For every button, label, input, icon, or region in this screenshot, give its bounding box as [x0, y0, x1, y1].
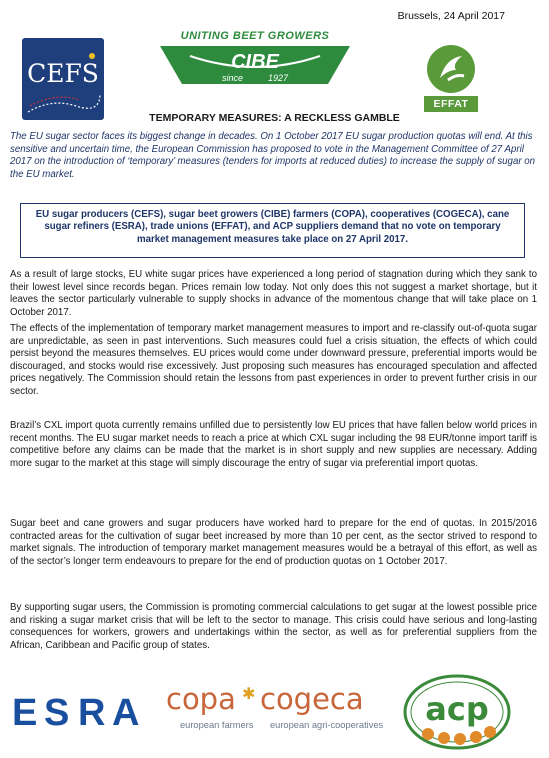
paragraph-cxl-quota: Brazil’s CXL import quota currently remains unfilled due to persistently low EU prices that have fallen below world prices in recent months. The EU sugar market needs to reach a price at which CXL sugar including the 98 EUR/tonne import tariff is competitive before any claims can be made that the market is in short supply and new supplies are necessary. Adding more sugar to the market at this stage will simply discourage the entry of sugar via preferential import quotas.	[10, 420, 537, 469]
cefs-logo-text: CEFS	[27, 59, 99, 88]
cibe-since: since	[222, 73, 244, 83]
star-icon: ✱	[242, 686, 256, 703]
paragraph-prices: As a result of large stocks, EU white sugar prices have experienced a long period of stagnation during which they sank to their lowest level since records began. Prices remain low today. Not only does this not suggest a market shortage, but it leaves the sector particularly vulnerable to supply shocks in advance of the momentous change that will take place on 1 October 2017.	[10, 269, 537, 318]
paragraph-growers: Sugar beet and cane growers and sugar producers have worked hard to prepare for the end of quotas. In 2015/2016 contracted areas for the cultivation of sugar beet increased by more than 10 per cent, as the sector strived to respond to market signals. The introduction of temporary market management measures would be a betrayal of this effort, as well as of the sector’s longer term endeavours to prepare for the end of production quotas on 1 October 2017.	[10, 518, 537, 567]
esra-logo	[12, 693, 150, 733]
demand-callout-box	[20, 203, 525, 258]
copa-cogeca-logo	[166, 682, 386, 742]
cogeca-subtitle: european agri-cooperatives	[270, 720, 384, 730]
cibe-logo-text: CIBE	[231, 51, 279, 73]
cibe-tagline: UNITING BEET GROWERS	[180, 30, 330, 42]
esra-letter: E	[12, 692, 38, 734]
esra-letter: A	[112, 692, 140, 734]
esra-letter: S	[44, 692, 70, 734]
esra-letter: R	[78, 692, 106, 734]
paragraph-effects: The effects of the implementation of temporary market management measures to import and re-classify out-of-quota sugar are unpredictable, as seen in past interventions. Such measures could fuel a crisis situation, the effects of which could persist beyond the measures themselves. EU prices would come under downward pressure, preferential imports would be discouraged, and stocks would rise excessively. Just proposing such measures has encouraged speculation and affected prices negatively. The Commission should retain the lessons from past experiences in order to prevent further crisis in our sector.	[10, 323, 537, 397]
dateline: Brussels, 24 April 2017	[397, 10, 505, 22]
copa-word: copa	[166, 682, 236, 716]
effat-logo	[426, 44, 476, 114]
acp-logo-text: acp	[425, 690, 489, 728]
intro-paragraph: The EU sugar sector faces its biggest change in decades. On 1 October 2017 EU sugar production quotas will end. At this sensitive and uncertain time, the European Commission has proposed to vote in the Management Committee of 27 April 2017 on the introduction of ‘temporary’ measures (tenders for imports at reduced duties) to increase the supply of sugar on the EU market.	[10, 131, 536, 180]
cogeca-word: cogeca	[260, 682, 364, 716]
paragraph-sugar-users: By supporting sugar users, the Commission is promoting commercial calculations to get sugar at the lowest possible price and risking a sugar market crisis that will be left to the sector to manage. This crisis could have serious and long-lasting consequences for workers, growers and undertakings within the sector, as well as for preferential suppliers from the African, Caribbean and Pacific group of states.	[10, 602, 537, 651]
cibe-year: 1927	[268, 73, 289, 83]
acp-logo	[400, 668, 515, 753]
copa-subtitle: european farmers	[180, 720, 254, 730]
effat-logo-text: EFFAT	[424, 96, 478, 112]
demand-callout-text: EU sugar producers (CEFS), sugar beet growers (CIBE) farmers (COPA), cooperatives (COGECA), cane sugar refiners (ESRA), trade unions (EFFAT), and ACP suppliers demand that no vote on temporary market management measures take place on 27 April 2017.	[35, 209, 510, 245]
cibe-logo	[160, 30, 350, 84]
document-title: TEMPORARY MEASURES: A RECKLESS GAMBLE	[149, 112, 400, 124]
cefs-logo	[22, 38, 104, 120]
